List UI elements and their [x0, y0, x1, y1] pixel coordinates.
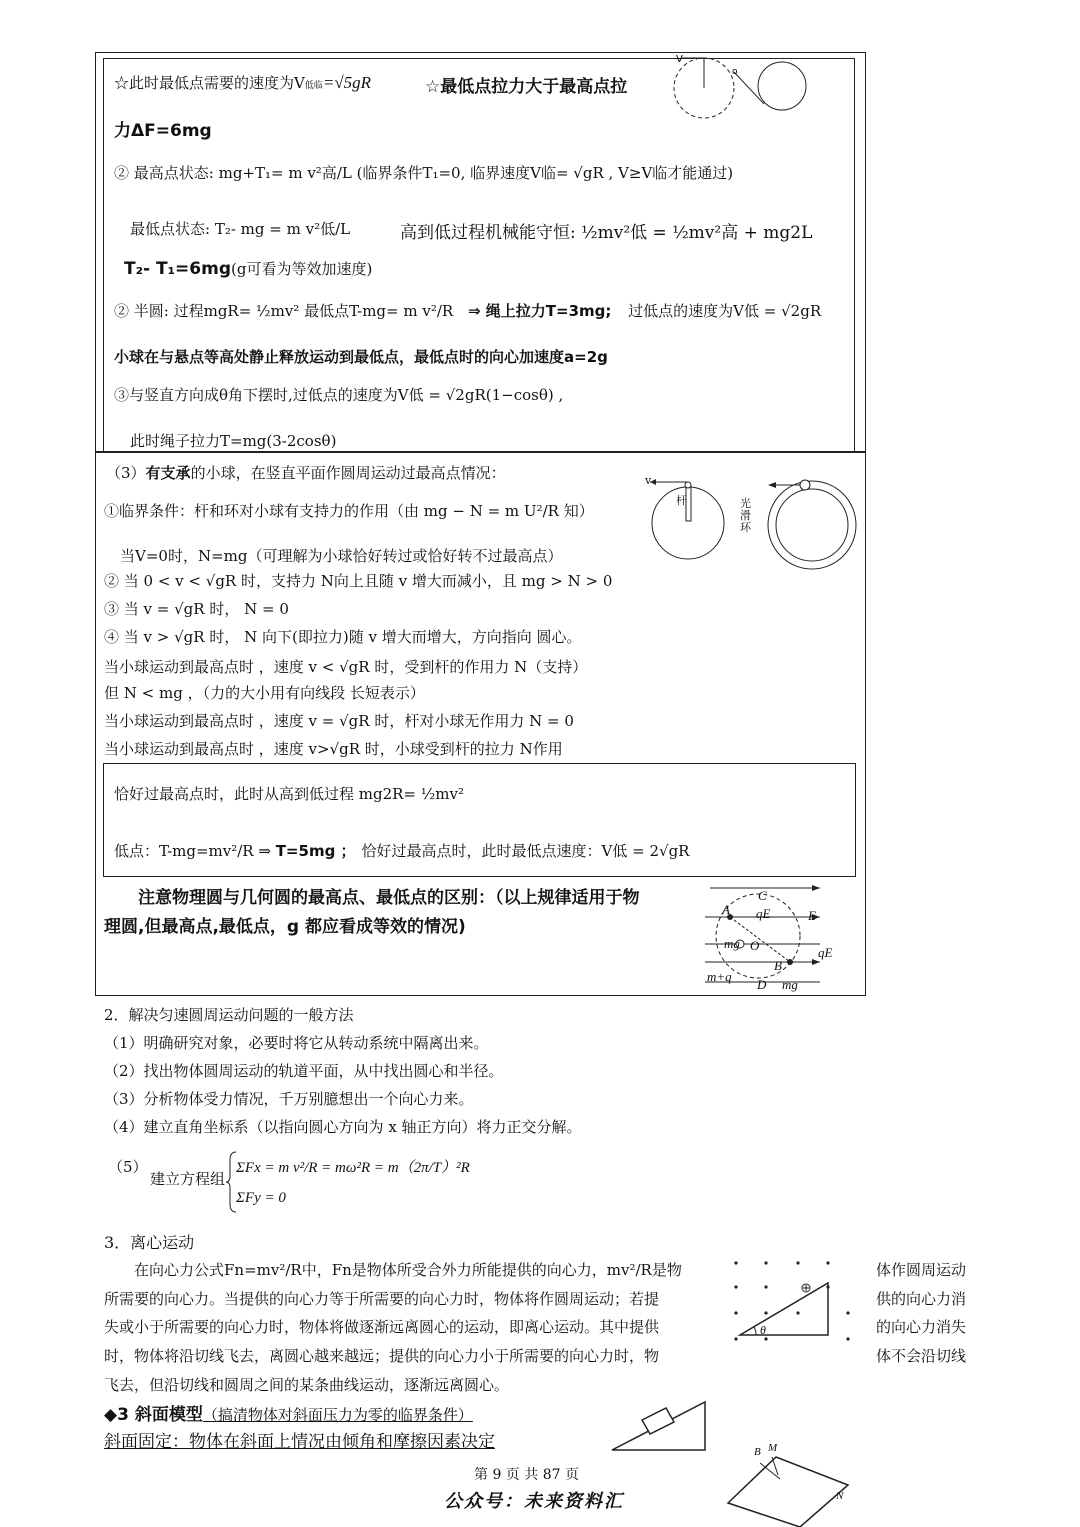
incline-fixed-line: 斜面固定：物体在斜面上情况由倾角和摩擦因素决定 — [104, 1432, 495, 1452]
sec2-eq-y: ΣFy = 0 — [236, 1190, 286, 1206]
velocity-label: v — [645, 474, 652, 487]
fig-label-c: C — [758, 888, 767, 903]
inner-line-1: 恰好过最高点时，此时从高到低过程 mg2R= ½mv² — [114, 785, 465, 803]
svg-text:V: V — [676, 54, 683, 65]
sec2-step5-label: 建立方程组 — [150, 1170, 226, 1188]
sec3-right-1: 体作圆周运动 — [876, 1261, 967, 1279]
sec3-p5: 飞去，但沿切线和圆周之间的某条曲线运动，逐渐远离圆心。 — [104, 1376, 510, 1394]
sec3-p4: 时，物体将沿切线飞去，离圆心越来越远；提供的向心力小于所需要的向心力时，物 — [104, 1347, 660, 1365]
line-bottom-state: 最低点状态: T₂- mg = m v²低/L — [130, 220, 351, 238]
sec3-title: 3．离心运动 — [104, 1233, 195, 1252]
sec3-right-4: 体不会沿切线 — [876, 1347, 967, 1365]
footer-brand: 公众号：未来资料汇 — [444, 1491, 624, 1512]
note-line-1: 注意物理圆与几何圆的最高点、最低点的区别：（以上规律适用于物 — [138, 888, 640, 908]
case-2: ② 当 0 < v < √gR 时，支持力 N向上且随 v 增大而减小，且 mg > N > 0 — [104, 572, 613, 590]
line-rope-tension: 此时绳子拉力T=mg(3-2cosθ) — [130, 432, 337, 450]
fig-label-mg2: mg — [782, 977, 798, 992]
line-min-speed: ☆此时最低点需要的速度为V低临=√5gR — [114, 73, 372, 92]
support-title: （3）有支承的小球，在竖直平面作圆周运动过最高点情况： — [106, 464, 506, 482]
top-case-3: 当小球运动到最高点时 ，速度 v>√gR 时，小球受到杆的拉力 N作用 — [104, 740, 563, 758]
critical-condition: ①临界条件：杆和环对小球有支持力的作用（由 mg − N = m U²/R 知） — [104, 502, 594, 520]
fig-label-o: O — [750, 938, 760, 953]
top-case-1b: 但 N < mg ，（力的大小用有向线段 长短表示） — [104, 684, 425, 702]
sec2-step1: （1）明确研究对象，必要时将它从转动系统中隔离出来。 — [104, 1034, 489, 1052]
sec2-step5-num: （5） — [108, 1158, 148, 1176]
line-tension-diff: ☆最低点拉力大于最高点拉 — [425, 77, 628, 97]
incline-rotated-figure — [720, 1445, 860, 1527]
line-release: 小球在与悬点等高处静止释放运动到最低点，最低点时的向心加速度a=2g — [114, 348, 608, 366]
fig-label-e: E — [808, 908, 816, 923]
top-case-1: 当小球运动到最高点时 ，速度 v < √gR 时，受到杆的作用力 N（支持） — [104, 658, 588, 676]
page-number: 第 9 页 共 87 页 — [474, 1467, 579, 1483]
inner-line-2: 低点：T-mg=mv²/R ⇒ T=5mg ； 恰好过最高点时，此时最低点速度：V低 = 2√gR — [114, 842, 690, 860]
sec2-step2: （2）找出物体圆周运动的轨道平面，从中找出圆心和半径。 — [104, 1062, 504, 1080]
fig-label-a: A — [722, 902, 730, 917]
fig-label-mg: mg — [724, 936, 740, 951]
sec2-step4: （4）建立直角坐标系（以指向圆心方向为 x 轴正方向）将力正交分解。 — [104, 1118, 582, 1136]
fig-label-b2: B — [754, 1446, 761, 1458]
fig-label-qe2: qE — [818, 945, 833, 960]
sec3-p2: 所需要的向心力。当提供的向心力等于所需要的向心力时，物体将作圆周运动；若提 — [104, 1290, 660, 1308]
line-semicircle: ② 半圆: 过程mgR= ½mv² 最低点T-mg= m v²/R ⇒ 绳上拉力T=3mg; 过低点的速度为V低 = √2gR — [114, 302, 822, 320]
line-t2-t1: T₂- T₁=6mg(g可看为等效加速度) — [124, 259, 373, 279]
fig-label-d: D — [757, 977, 767, 992]
top-case-2: 当小球运动到最高点时 ，速度 v = √gR 时，杆对小球无作用力 N = 0 — [104, 712, 574, 730]
sec3-p3: 失或小于所需要的向心力时，物体将做逐渐远离圆心的运动，即离心运动。其中提供 — [104, 1318, 660, 1336]
case-3: ③ 当 v = √gR 时， N = 0 — [104, 600, 289, 618]
sec3-right-2: 供的向心力消 — [876, 1290, 967, 1308]
fig-label-qe: qE — [756, 906, 771, 921]
sec2-step3: （3）分析物体受力情况，千万别臆想出一个向心力来。 — [104, 1090, 474, 1108]
v-zero-line: 当V=0时，N=mg（可理解为小球恰好转过或恰好转不过最高点） — [120, 547, 563, 565]
line-delta-f: 力ΔF=6mg — [114, 121, 212, 141]
sec3-p1: 在向心力公式Fn=mv²/R中，Fn是物体所受合外力所能提供的向心力，mv²/R是物 — [134, 1261, 682, 1279]
svg-text:o: o — [732, 67, 738, 77]
sec2-eq-x: ΣFx = m v²/R = mω²R = m（2π/T）²R — [236, 1160, 470, 1176]
case-4: ④ 当 v > √gR 时， N 向下(即拉力)随 v 增大而增大，方向指向 圆心。 — [104, 628, 582, 646]
ring-label: 光滑环 — [740, 497, 751, 534]
fig-label-b: B — [774, 958, 782, 973]
sec3-right-3: 的向心力消失 — [876, 1318, 967, 1336]
fig-label-m: M — [768, 1442, 778, 1454]
line-energy: 高到低过程机械能守恒: ½mv²低 = ½mv²高 + mg2L — [400, 223, 813, 243]
fig-label-n: N — [836, 1490, 844, 1502]
line-top-state: ② 最高点状态: mg+T₁= m v²高/L (临界条件T₁=0, 临界速度V临= √gR , V≥V临才能通过) — [114, 164, 734, 182]
incline-theta: θ — [760, 1323, 766, 1337]
fig-label-mq: m+q — [707, 969, 732, 984]
incline-block-figure — [610, 1400, 710, 1455]
rod-label: 杆 — [676, 494, 687, 507]
incline-in-field-figure — [728, 1255, 858, 1350]
sec2-title: 2．解决匀速圆周运动问题的一般方法 — [104, 1006, 354, 1024]
vertical-circle-figure — [672, 52, 822, 132]
line-angle: ③与竖直方向成θ角下摆时,过低点的速度为V低 = √2gR(1−cosθ) , — [114, 386, 564, 404]
note-line-2: 理圆,但最高点,最低点，g 都应看成等效的情况) — [104, 917, 466, 937]
incline-title: ◆3 斜面模型（搞清物体对斜面压力为零的临界条件） — [104, 1405, 473, 1425]
